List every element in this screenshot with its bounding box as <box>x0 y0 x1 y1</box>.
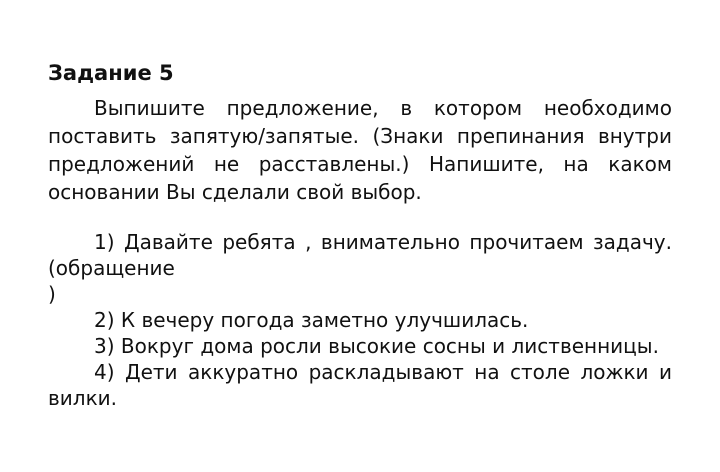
task-title: Задание 5 <box>48 61 174 85</box>
task-document <box>48 58 672 411</box>
option-1: 1) Давайте ребята , внимательно прочитаем задачу.(обращение ) <box>48 230 672 306</box>
option-2: 2) К вечеру погода заметно улучшилась. <box>94 308 529 332</box>
spacer <box>48 206 672 229</box>
task-instruction: Выпишите предложение, в котором необходимо поставить запятую/запятые. (Знаки препинания внутри предложений не расставлены.) Напишите, на каком основании Вы сделали свой выбор. <box>48 96 672 204</box>
option-3: 3) Вокруг дома росли высокие сосны и лиственницы. <box>94 334 659 358</box>
options-list <box>48 229 672 411</box>
option-4: 4) Дети аккуратно раскладывают на столе ложки и вилки. <box>48 360 672 410</box>
